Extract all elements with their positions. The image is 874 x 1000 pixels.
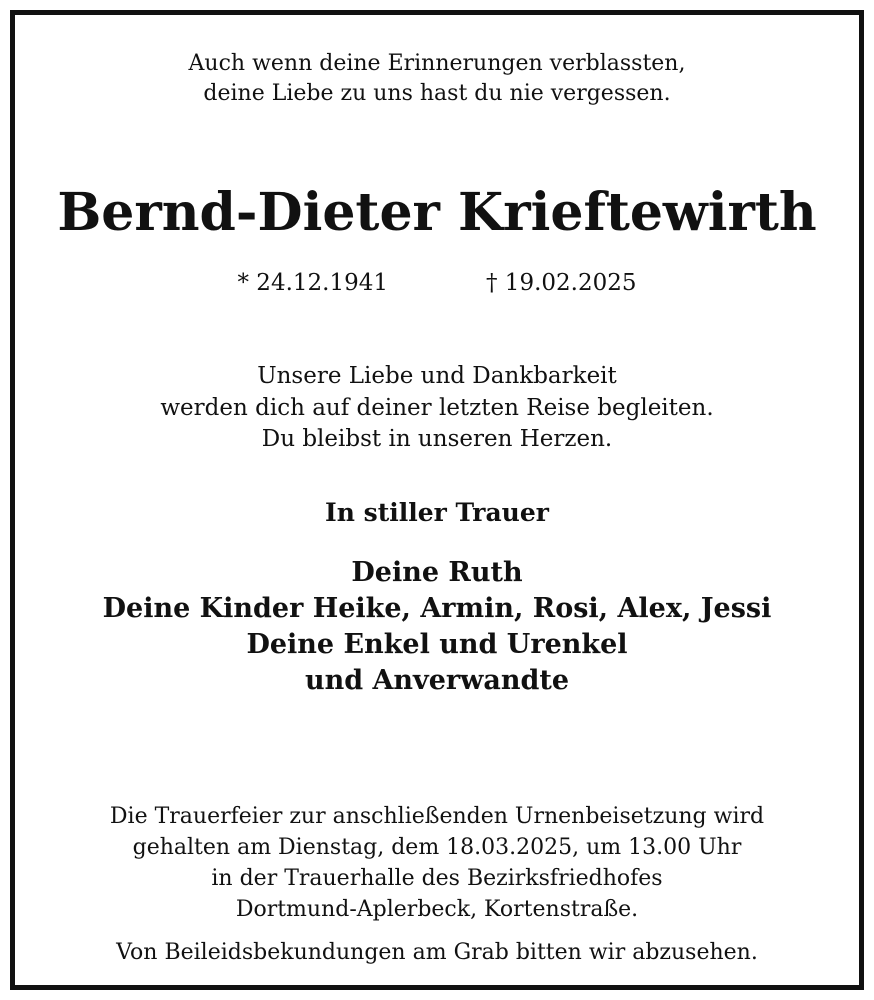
deceased-name: Bernd-Dieter Krieftewirth: [57, 182, 817, 243]
motto-line: Auch wenn deine Erinnerungen verblassten,: [188, 51, 686, 76]
ceremony-line: gehalten am Dienstag, dem 18.03.2025, um 13.00 Uhr: [132, 835, 742, 860]
mourning-heading: In stiller Trauer: [325, 498, 549, 527]
verse-line: werden dich auf deiner letzten Reise begleiten.: [160, 394, 714, 421]
ceremony-info: [15, 801, 859, 925]
verse-line: Unsere Liebe und Dankbarkeit: [257, 363, 617, 389]
ceremony-line: Dortmund-Aplerbeck, Kortenstraße.: [235, 897, 639, 922]
life-dates: [15, 267, 859, 299]
verse-line: Du bleibst in unseren Herzen.: [261, 426, 613, 452]
motto-line: deine Liebe zu uns hast du nie vergessen.: [203, 81, 671, 106]
obituary-frame: [10, 10, 864, 990]
birth-date: * 24.12.1941: [237, 270, 388, 296]
verse: [15, 361, 859, 456]
obituary-content: [15, 15, 859, 985]
family-list: [15, 555, 859, 699]
motto: [15, 49, 859, 109]
condolence-request: Von Beileidsbekundungen am Grab bitten wir abzusehen.: [116, 940, 758, 965]
death-date: † 19.02.2025: [486, 270, 637, 296]
family-line: Deine Enkel und Urenkel: [246, 629, 628, 660]
family-line: Deine Ruth: [351, 557, 523, 588]
family-line: und Anverwandte: [304, 665, 570, 696]
family-line: Deine Kinder Heike, Armin, Rosi, Alex, Jessi: [102, 593, 772, 624]
ceremony-line: in der Trauerhalle des Bezirksfriedhofes: [211, 866, 663, 891]
ceremony-line: Die Trauerfeier zur anschließenden Urnenbeisetzung wird: [109, 804, 765, 829]
